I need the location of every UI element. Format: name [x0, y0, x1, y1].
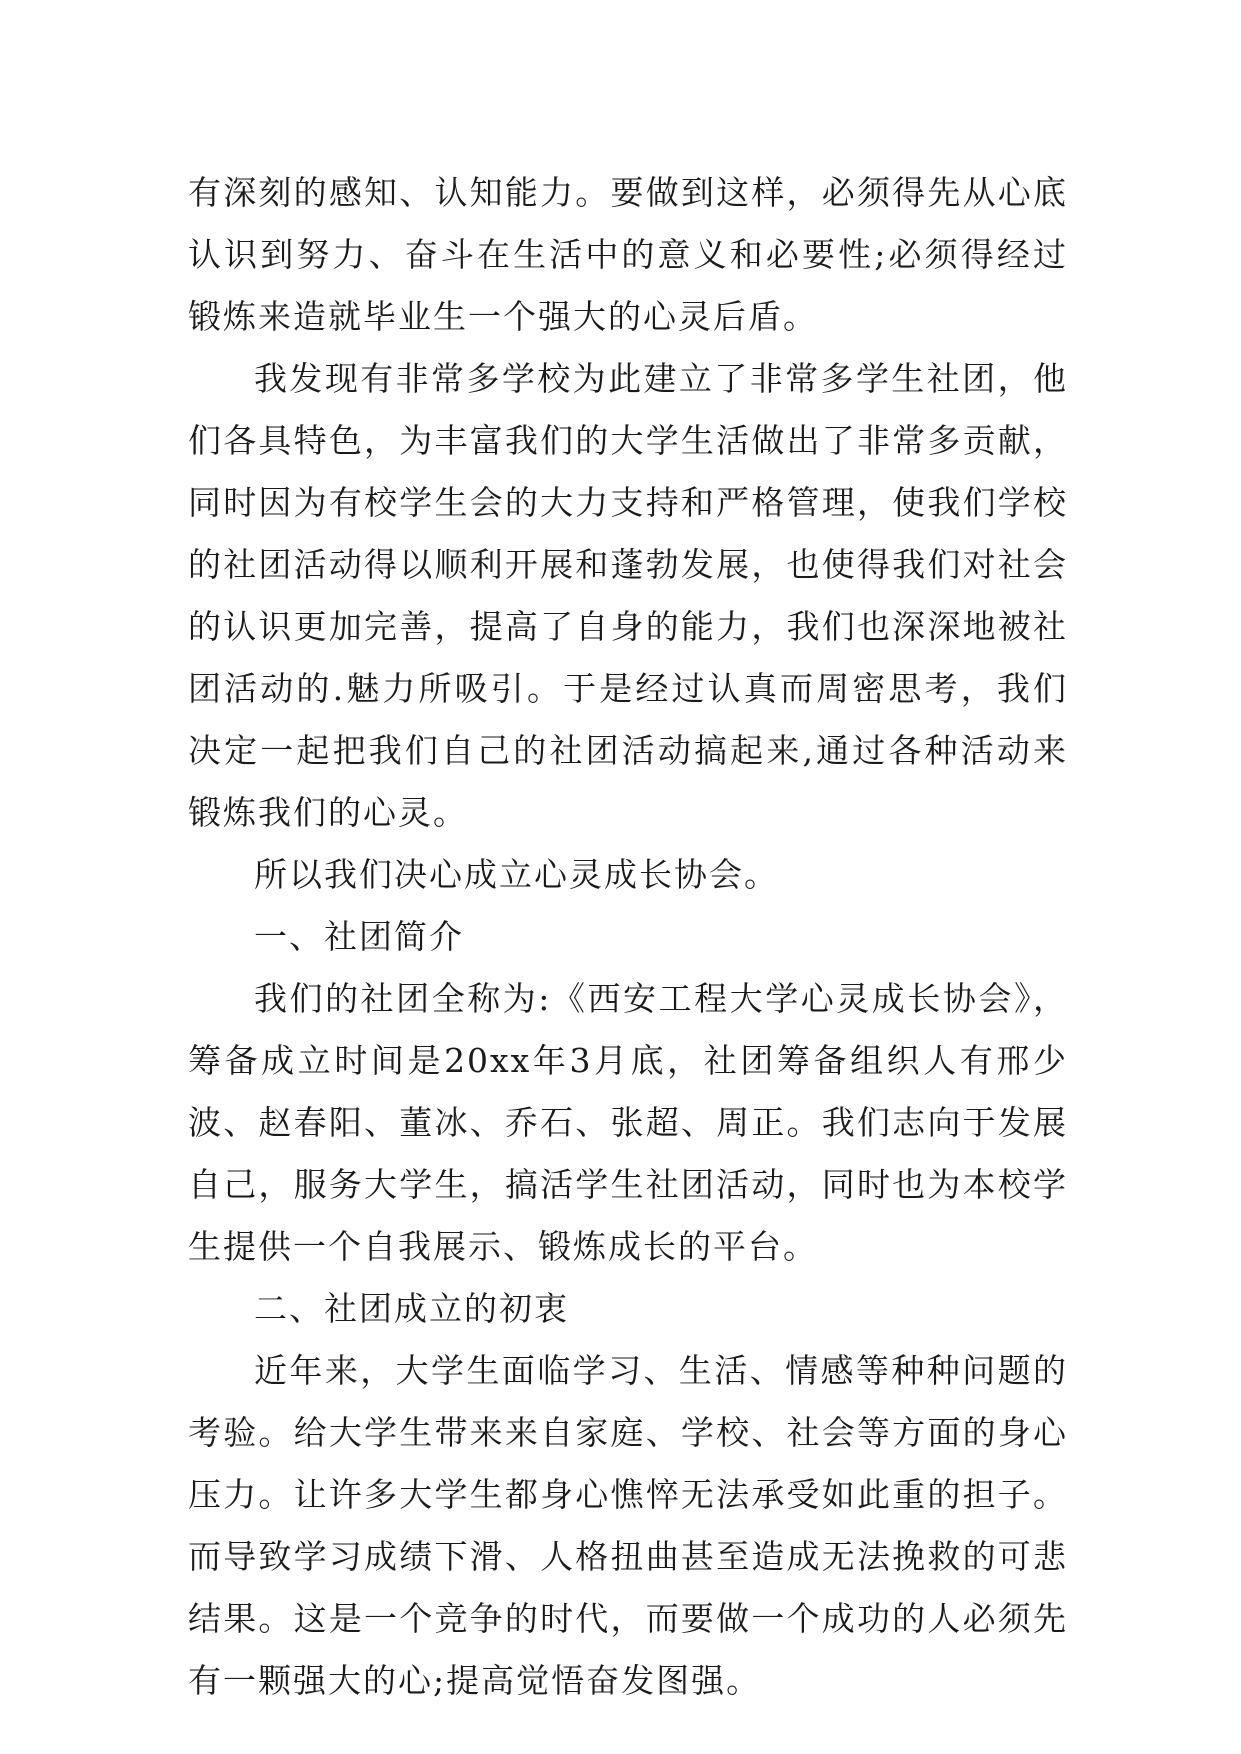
- section-heading-purpose: 二、社团成立的初衷: [254, 1289, 569, 1328]
- document-body: [188, 162, 1068, 1712]
- section-heading-intro: 一、社团简介: [254, 917, 464, 956]
- paragraph-club-intro: 我们的社团全称为:《西安工程大学心灵成长协会》，筹备成立时间是20xx年3月底，社团筹备组织人有邢少波、赵春阳、董冰、乔石、张超、周正。我们志向于发展自己，服务大学生，搞活学生社团活动，同时也为本校学生提供一个自我展示、锻炼成长的平台。: [188, 979, 1068, 1266]
- paragraph-purpose: 近年来，大学生面临学习、生活、情感等种种问题的考验。给大学生带来来自家庭、学校、社会等方面的身心压力。让许多大学生都身心憔悴无法承受如此重的担子。而导致学习成绩下滑、人格扭曲甚至造成无法挽救的可悲结果。这是一个竞争的时代，而要做一个成功的人必须先有一颗强大的心;提高觉悟奋发图强。: [188, 1351, 1068, 1700]
- paragraph-student-clubs: 我发现有非常多学校为此建立了非常多学生社团，他们各具特色，为丰富我们的大学生活做出了非常多贡献，同时因为有校学生会的大力支持和严格管理，使我们学校的社团活动得以顺利开展和蓬勃发展，也使得我们对社会的认识更加完善，提高了自身的能力，我们也深深地被社团活动的.魅力所吸引。于是经过认真而周密思考，我们决定一起把我们自己的社团活动搞起来,通过各种活动来锻炼我们的心灵。: [188, 359, 1068, 832]
- paragraph-continuation: 有深刻的感知、认知能力。要做到这样，必须得先从心底认识到努力、奋斗在生活中的意义和必要性;必须得经过锻炼来造就毕业生一个强大的心灵后盾。: [188, 173, 1068, 336]
- paragraph-decision: 所以我们决心成立心灵成长协会。: [254, 855, 779, 894]
